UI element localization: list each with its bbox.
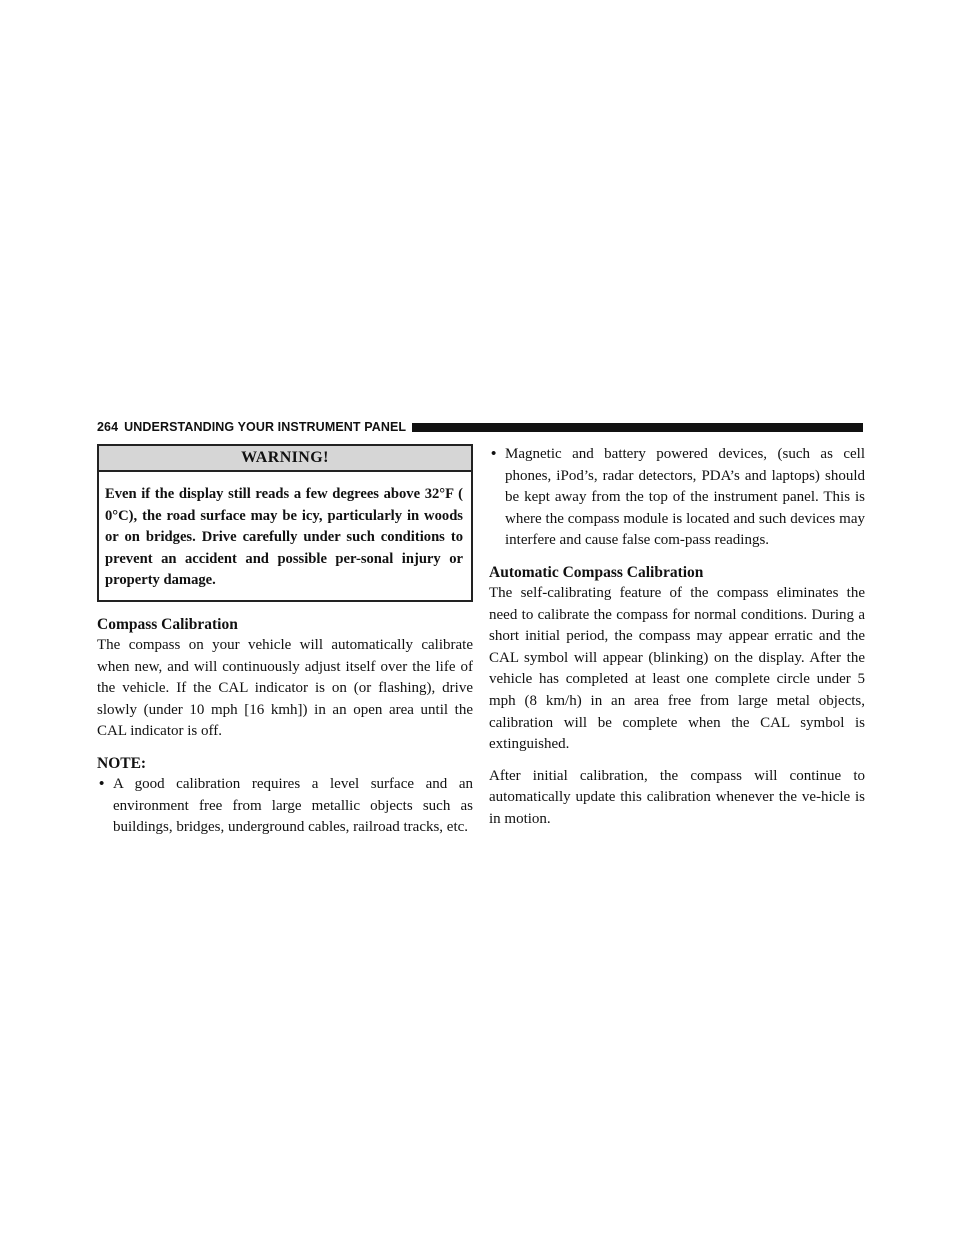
- note-bullet-text: Magnetic and battery powered devices, (such as cell phones, iPod’s, radar detectors, PDA’s and laptops) should be kept away from the top of the instrument panel. This is where the compass module is located and such devices may interfere and cause false com-pass readings.: [505, 446, 865, 549]
- note-bullet-text: A good calibration requires a level surface and an environment free from large metallic objects such as buildings, bridges, underground cables, railroad tracks, etc.: [113, 775, 473, 836]
- automatic-calibration-followup-text: After initial calibration, the compass will continue to automatically update this calibration whenever the ve-hicle is in motion.: [489, 767, 865, 827]
- page-header: [97, 419, 863, 435]
- section-title: UNDERSTANDING YOUR INSTRUMENT PANEL: [124, 420, 407, 434]
- warning-text: Even if the display still reads a few degrees above 32°F ( 0°C), the road surface may be icy, particularly in woods or on bridges. Drive carefully under such conditions to prevent an accident and possible per-sonal injury or property damage.: [105, 486, 463, 589]
- compass-calibration-heading: Compass Calibration: [97, 615, 238, 633]
- compass-calibration-text: The compass on your vehicle will automatically calibrate when new, and will continuously adjust itself over the life of the vehicle. If the CAL indicator is on (or flashing), drive slowly (under 10 mph [16 kmh]) in an open area until the CAL indicator is off.: [97, 636, 473, 740]
- header-rule: [412, 423, 863, 432]
- bullet-icon: •: [99, 775, 105, 792]
- left-column: [97, 444, 473, 849]
- note-bullet-item: [489, 444, 865, 552]
- note-label: NOTE:: [97, 754, 147, 772]
- automatic-calibration-text: The self-calibrating feature of the compass eliminates the need to calibrate the compass for normal conditions. During a short initial period, the compass may appear erratic and the CAL symbol will appear (blinking) on the display. After the vehicle has completed at least one complete circle under 5 mph (8 km/h) in an area free from large metal objects, calibration will be complete when the CAL symbol is extinguished.: [489, 584, 865, 753]
- bullet-icon: •: [491, 446, 497, 462]
- note-bullet-item: [97, 774, 473, 839]
- right-column: [489, 444, 865, 831]
- page-number: 264: [97, 420, 119, 434]
- warning-title: WARNING!: [99, 446, 471, 472]
- automatic-calibration-heading: Automatic Compass Calibration: [489, 563, 704, 581]
- warning-box: [97, 444, 473, 602]
